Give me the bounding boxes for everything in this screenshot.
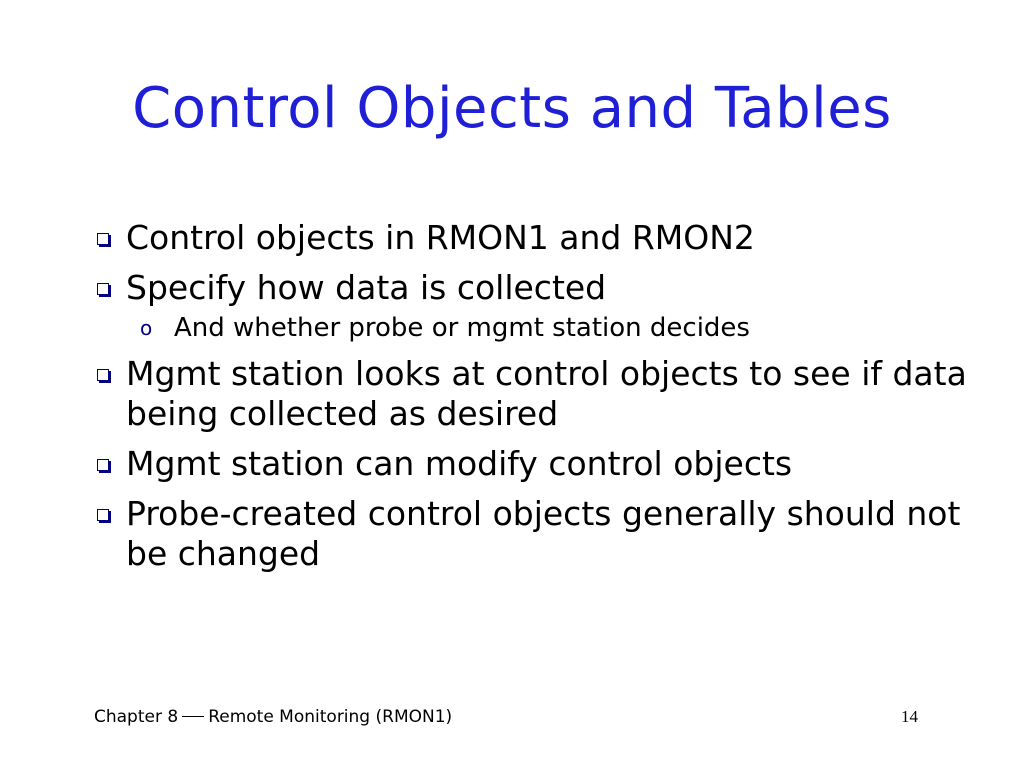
bullet-text: Probe-created control objects generally should not be changed <box>126 494 961 573</box>
footer-section: Remote Monitoring (RMON1) <box>208 707 453 727</box>
bullet-text: Control objects in RMON1 and RMON2 <box>126 218 755 257</box>
bullet-text: Mgmt station can modify control objects <box>126 444 793 483</box>
footer-chapter: Chapter 8 <box>94 707 179 727</box>
sub-bullet-text: And whether probe or mgmt station decides <box>174 313 750 343</box>
slide-footer <box>94 706 452 728</box>
bullet-text: Specify how data is collected <box>126 268 607 307</box>
checkbox-bullet-icon <box>97 459 109 471</box>
checkbox-bullet-icon <box>97 283 109 295</box>
bullet-text: Mgmt station looks at control objects to see if data being collected as desired <box>126 354 967 433</box>
page-number: 14 <box>901 707 918 726</box>
bullet-item <box>94 444 974 484</box>
checkbox-bullet-icon <box>97 233 109 245</box>
circle-bullet-icon: o <box>140 316 153 340</box>
bullet-item <box>94 494 974 574</box>
slide-title: Control Objects and Tables <box>132 76 892 141</box>
sub-bullet-item <box>94 312 974 344</box>
em-dash-divider <box>182 716 204 717</box>
checkbox-bullet-icon <box>97 509 109 521</box>
bullet-item <box>94 354 974 434</box>
bullet-list <box>94 218 974 584</box>
bullet-item <box>94 268 974 308</box>
bullet-item <box>94 218 974 258</box>
checkbox-bullet-icon <box>97 369 109 381</box>
